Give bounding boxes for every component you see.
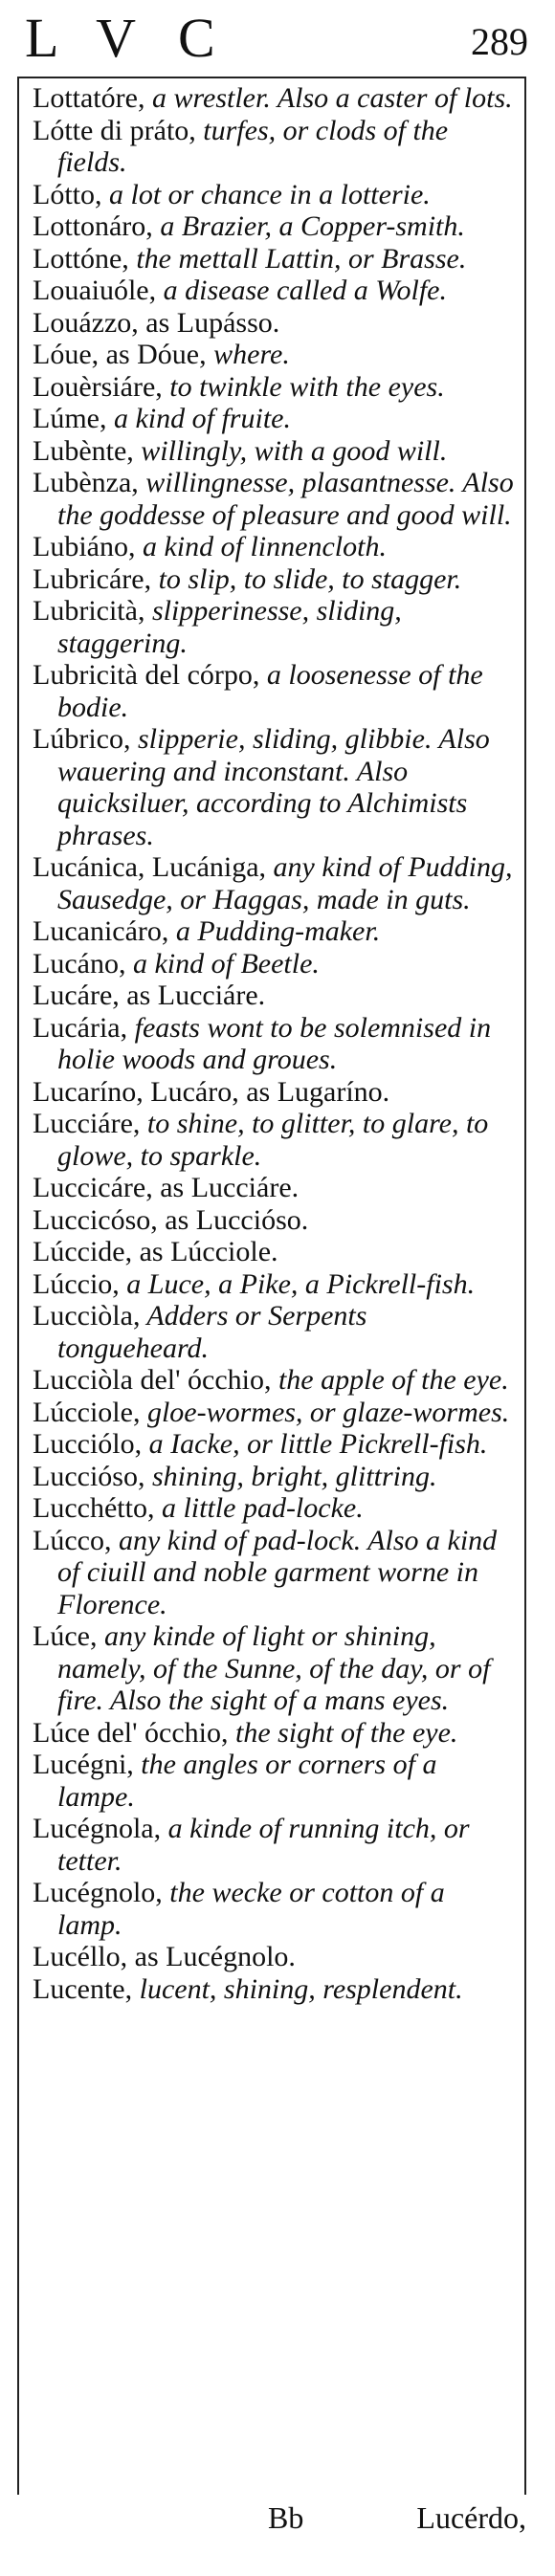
dictionary-entry bbox=[33, 1108, 515, 1172]
dictionary-entry bbox=[33, 1525, 515, 1621]
entry-headword: Lucciòla, bbox=[33, 1300, 141, 1332]
entry-headword: Lucégnola, bbox=[33, 1813, 162, 1844]
dictionary-entry bbox=[33, 1492, 515, 1525]
dictionary-entry bbox=[33, 275, 515, 307]
entry-definition: a Pudding-maker. bbox=[168, 915, 381, 947]
dictionary-entry bbox=[33, 243, 515, 275]
entry-definition: the mettall Lattin, or Brasse. bbox=[128, 242, 467, 275]
entry-definition: to twinkle with the eyes. bbox=[162, 370, 445, 403]
entry-definition: the wecke or cotton of a lamp. bbox=[57, 1877, 445, 1941]
dictionary-entry bbox=[33, 659, 515, 723]
signature-mark: Bb bbox=[268, 2500, 304, 2535]
entry-definition: lucent, shining, resplendent. bbox=[132, 1972, 463, 2005]
entry-headword: Lúme, bbox=[33, 403, 107, 434]
entry-definition: the apple of the eye. bbox=[271, 1364, 509, 1396]
entry-headword: Lucente, bbox=[33, 1972, 133, 2005]
dictionary-entry bbox=[33, 115, 515, 179]
entry-headword: Lóue, as Dóue, bbox=[33, 339, 207, 370]
entry-headword: Lucciáre, bbox=[33, 1108, 141, 1139]
dictionary-entry bbox=[33, 1620, 515, 1717]
entry-headword: Lúce, bbox=[33, 1620, 98, 1652]
entry-headword: Luccicóso, as Lucciósо. bbox=[33, 1203, 309, 1236]
dictionary-entry bbox=[33, 980, 515, 1012]
entry-definition: slipperinesse, sliding, staggering. bbox=[57, 595, 402, 659]
entry-definition: a kinde of running itch, or tetter. bbox=[57, 1813, 470, 1877]
dictionary-entry bbox=[33, 1941, 515, 1973]
dictionary-entry bbox=[33, 371, 515, 404]
page-footer bbox=[0, 2497, 555, 2573]
dictionary-entry bbox=[33, 1973, 515, 2006]
entry-definition: a little pad-locke. bbox=[154, 1492, 364, 1524]
dictionary-entry bbox=[33, 1172, 515, 1204]
dictionary-entry bbox=[33, 1428, 515, 1461]
dictionary-entry bbox=[33, 723, 515, 851]
entry-headword: Lúbrico, bbox=[33, 723, 131, 755]
entry-headword: Luccicáre, as Lucciáre. bbox=[33, 1172, 300, 1203]
dictionary-entry bbox=[33, 339, 515, 371]
dictionary-entry bbox=[33, 1012, 515, 1076]
entry-definition: feasts wont to be solemnised in holie woods and groues. bbox=[57, 1011, 492, 1075]
entry-definition: gloe-wormes, or glaze-wormes. bbox=[140, 1396, 510, 1428]
dictionary-entry bbox=[33, 467, 515, 531]
page-number: 289 bbox=[471, 20, 528, 63]
dictionary-entry bbox=[33, 403, 515, 435]
entry-headword: Lucánica, Lucániga, bbox=[33, 851, 267, 883]
entry-definition: where. bbox=[206, 339, 290, 370]
dictionary-entry bbox=[33, 435, 515, 468]
dictionary-entry bbox=[33, 1364, 515, 1397]
dictionary-entry bbox=[33, 1813, 515, 1877]
dictionary-entry bbox=[33, 1204, 515, 1237]
entry-definition: a kind of fruite. bbox=[106, 403, 291, 434]
entry-definition: the angles or corners of a lampe. bbox=[57, 1749, 437, 1813]
entry-headword: Lubènza, bbox=[33, 467, 139, 498]
dictionary-entry bbox=[33, 1076, 515, 1109]
dictionary-entry bbox=[33, 1300, 515, 1364]
entry-headword: Lótte di práto, bbox=[33, 114, 196, 146]
entry-headword: Lúcco, bbox=[33, 1524, 112, 1556]
entry-headword: Lúcciole, bbox=[33, 1396, 141, 1428]
dictionary-entry bbox=[33, 1397, 515, 1429]
entry-headword: Lúce del' ócchio, bbox=[33, 1716, 229, 1749]
dictionary-entry bbox=[33, 179, 515, 211]
entry-headword: Lottóne, bbox=[33, 242, 129, 275]
dictionary-entry bbox=[33, 948, 515, 980]
entry-headword: Louaiuóle, bbox=[33, 275, 157, 306]
entry-definition: willingnesse, plasantnesse. Also the goddesse of pleasure and good will. bbox=[57, 467, 514, 531]
entry-headword: Lucanicáro, bbox=[33, 915, 169, 947]
entry-definition: willingly, with a good will. bbox=[133, 434, 448, 467]
entry-definition: any kind of Pudding, Sausedge, or Haggas, made in guts. bbox=[57, 851, 513, 915]
entry-headword: Lucégni, bbox=[33, 1749, 134, 1780]
entry-headword: Lucéllo, as Lucégnolo. bbox=[33, 1941, 296, 1972]
entry-headword: Lucchétto, bbox=[33, 1492, 155, 1524]
entry-definition: the sight of the eye. bbox=[228, 1716, 458, 1749]
catchword: Lucérdo, bbox=[416, 2500, 526, 2535]
entry-definition: a loosenesse of the bodie. bbox=[57, 659, 483, 723]
entry-headword: Lubricità, bbox=[33, 595, 145, 627]
dictionary-entry bbox=[33, 1461, 515, 1493]
entry-headword: Lubricità del córpo, bbox=[33, 659, 260, 691]
entry-definition: a wrestler. Also a caster of lots. bbox=[144, 82, 513, 114]
entry-definition: a disease called a Wolfe. bbox=[156, 275, 447, 306]
entry-headword: Luccióso, bbox=[33, 1460, 145, 1492]
entry-definition: a Iacke, or little Pickrell-fish. bbox=[142, 1428, 488, 1460]
entry-headword: Louèrsiáre, bbox=[33, 370, 163, 403]
entry-definition: a kind of Beetle. bbox=[125, 947, 320, 980]
entry-headword: Lúccio, bbox=[33, 1267, 120, 1300]
entry-headword: Lucáre, as Lucciáre. bbox=[33, 980, 266, 1011]
entry-headword: Lubènte, bbox=[33, 434, 134, 467]
dictionary-entry bbox=[33, 1268, 515, 1301]
entry-definition: any kinde of light or shining, namely, of the Sunne, of the day, or of fire. Also the sight of a mans eyes. bbox=[57, 1620, 491, 1716]
entry-definition: a kind of linnencloth. bbox=[135, 531, 387, 562]
entry-definition: to shine, to glitter, to glare, to glowe, to sparkle. bbox=[57, 1108, 489, 1172]
dictionary-entry bbox=[33, 563, 515, 596]
dictionary-entry bbox=[33, 1877, 515, 1941]
entry-headword: Lucégnolo, bbox=[33, 1877, 163, 1908]
entry-headword: Lottonáro, bbox=[33, 210, 153, 242]
dictionary-entry bbox=[33, 595, 515, 659]
entry-headword: Lottatóre, bbox=[33, 82, 145, 114]
entry-headword: Lótto, bbox=[33, 178, 102, 210]
entry-definition: slipperie, sliding, glibbie. Also wauering and inconstant. Also quicksiluer, according to Alchimists phrases. bbox=[57, 723, 490, 851]
entry-headword: Lucáno, bbox=[33, 947, 126, 980]
entry-headword: Lucaríno, Lucáro, as Lugaríno. bbox=[33, 1075, 390, 1108]
dictionary-entry bbox=[33, 307, 515, 340]
entry-headword: Lúccide, as Lúcciole. bbox=[33, 1236, 278, 1267]
dictionary-entry bbox=[33, 915, 515, 948]
entry-headword: Lucária, bbox=[33, 1011, 128, 1044]
dictionary-entry bbox=[33, 531, 515, 563]
dictionary-entry bbox=[33, 851, 515, 915]
entry-definition: turfes, or clods of the fields. bbox=[57, 114, 449, 178]
entry-definition: shining, bright, glittring. bbox=[144, 1460, 437, 1492]
dictionary-entry bbox=[33, 1717, 515, 1750]
entry-definition: to slip, to slide, to stagger. bbox=[151, 562, 462, 595]
entry-definition: Adders or Serpents tongueheard. bbox=[57, 1300, 367, 1364]
page-header bbox=[0, 0, 555, 75]
running-head: LVC bbox=[25, 7, 257, 69]
entry-headword: Lubricáre, bbox=[33, 562, 152, 595]
dictionary-entry bbox=[33, 82, 515, 115]
dictionary-entry bbox=[33, 1236, 515, 1268]
entry-headword: Louázzo, as Lupásso. bbox=[33, 306, 280, 339]
entry-headword: Lucciòla del' ócchio, bbox=[33, 1364, 272, 1396]
entry-definition: a lot or chance in a lotterie. bbox=[101, 178, 431, 210]
entry-headword: Lubiáno, bbox=[33, 531, 136, 562]
dictionary-entry bbox=[33, 210, 515, 243]
dictionary-column bbox=[17, 77, 526, 2495]
entry-headword: Lucciólo, bbox=[33, 1428, 143, 1460]
entry-definition: any kind of pad-lock. Also a kind of ciuill and noble garment worne in Florence. bbox=[57, 1524, 498, 1620]
entry-definition: a Brazier, a Copper-smith. bbox=[152, 210, 465, 242]
entry-definition: a Luce, a Pike, a Pickrell-fish. bbox=[119, 1267, 476, 1300]
dictionary-entry bbox=[33, 1749, 515, 1813]
